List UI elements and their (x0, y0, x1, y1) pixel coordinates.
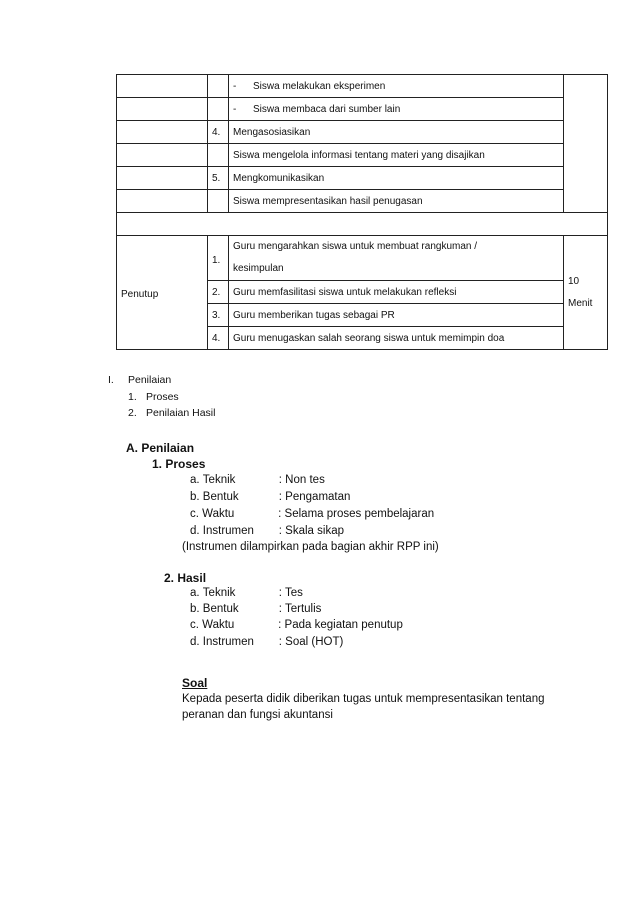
step-number: 5. (208, 167, 229, 190)
table-cell (229, 236, 564, 281)
proses-item (190, 508, 434, 520)
item-value: : Soal (HOT) (278, 636, 344, 648)
proses-item (190, 474, 325, 486)
table-row (117, 75, 608, 98)
table-cell-duration (564, 75, 608, 213)
table-row (117, 236, 608, 281)
item-label: Bentuk (202, 491, 239, 503)
item-letter: b. (190, 491, 200, 503)
hasil-item (190, 619, 403, 631)
item-letter: d. (190, 636, 200, 648)
cell-text: Siswa melakukan eksperimen (253, 80, 386, 92)
table-row (117, 144, 608, 167)
item-value: : Skala sikap (278, 525, 344, 537)
list-dash: - (233, 103, 237, 115)
item-letter: c. (190, 619, 199, 631)
cell-text: Mengkomunikasikan (229, 167, 564, 190)
step-number: 3. (208, 304, 229, 327)
item-label: Instrumen (202, 636, 254, 648)
table-row (117, 121, 608, 144)
table-cell (117, 75, 208, 98)
cell-text: Guru memberikan tugas sebagai PR (229, 304, 564, 327)
hasil-item (190, 636, 343, 648)
soal-text-line-1: Kepada peserta didik diberikan tugas untuk mempresentasikan tentang (182, 693, 545, 705)
table-cell (117, 98, 208, 121)
table-cell (117, 167, 208, 190)
duration-value: 10 (568, 275, 580, 287)
table-cell (208, 144, 229, 167)
proses-title: 1. Proses (152, 457, 206, 471)
cell-text: Guru mengarahkan siswa untuk membuat rangkuman / (233, 241, 478, 252)
hasil-item (190, 603, 321, 615)
table-cell (117, 121, 208, 144)
item-letter: a. (190, 474, 200, 486)
section-a-title: A. Penilaian (126, 441, 195, 455)
item-value: : Tertulis (278, 603, 322, 615)
section-i-item-num: 2. (128, 407, 137, 419)
table-row (117, 167, 608, 190)
table-row-spacer (117, 213, 608, 236)
cell-text: Mengasosiasikan (229, 121, 564, 144)
cell-text: kesimpulan (233, 263, 284, 274)
item-label: Waktu (202, 619, 235, 631)
table-cell (229, 75, 564, 98)
item-value: : Non tes (278, 474, 325, 486)
step-number: 4. (208, 327, 229, 350)
soal-text-line-2: peranan dan fungsi akuntansi (182, 709, 333, 721)
step-number: 1. (208, 236, 229, 281)
table-cell-duration (564, 236, 608, 350)
phase-label: Penutup (117, 236, 208, 350)
table-row (117, 190, 608, 213)
cell-text: Guru memfasilitasi siswa untuk melakukan refleksi (229, 281, 564, 304)
item-value: : Selama proses pembelajaran (278, 508, 435, 520)
step-number: 4. (208, 121, 229, 144)
item-label: Bentuk (202, 603, 239, 615)
cell-text: Siswa membaca dari sumber lain (253, 103, 401, 115)
item-letter: a. (190, 587, 200, 599)
hasil-title: 2. Hasil (164, 571, 207, 585)
table-cell (229, 98, 564, 121)
cell-text: Guru menugaskan salah seorang siswa untuk memimpin doa (229, 327, 564, 350)
section-i-item: Proses (146, 391, 179, 403)
table-cell (208, 190, 229, 213)
proses-item (190, 491, 350, 503)
item-label: Teknik (202, 587, 236, 599)
item-value: : Pengamatan (278, 491, 351, 503)
item-label: Teknik (202, 474, 236, 486)
cell-text: Siswa mengelola informasi tentang materi yang disajikan (229, 144, 564, 167)
table-row (117, 98, 608, 121)
item-letter: d. (190, 525, 200, 537)
section-i-marker: I. (108, 374, 114, 386)
table-cell (208, 75, 229, 98)
item-label: Instrumen (202, 525, 254, 537)
item-value: : Pada kegiatan penutup (278, 619, 403, 631)
step-number: 2. (208, 281, 229, 304)
table-cell (117, 190, 208, 213)
proses-item (190, 525, 344, 537)
list-dash: - (233, 80, 237, 92)
table-cell (208, 98, 229, 121)
item-letter: b. (190, 603, 200, 615)
cell-text: Siswa mempresentasikan hasil penugasan (229, 190, 564, 213)
table-cell (117, 213, 608, 236)
duration-unit: Menit (568, 297, 593, 309)
lesson-activity-table (116, 74, 608, 350)
item-value: : Tes (278, 587, 303, 599)
table-cell (117, 144, 208, 167)
item-label: Waktu (202, 508, 235, 520)
proses-note: (Instrumen dilampirkan pada bagian akhir RPP ini) (182, 541, 439, 553)
hasil-item (190, 587, 303, 599)
section-i-item-num: 1. (128, 391, 137, 403)
soal-title: Soal (182, 676, 208, 690)
item-letter: c. (190, 508, 199, 520)
section-i-item: Penilaian Hasil (146, 407, 216, 419)
section-i-title: Penilaian (128, 374, 172, 386)
